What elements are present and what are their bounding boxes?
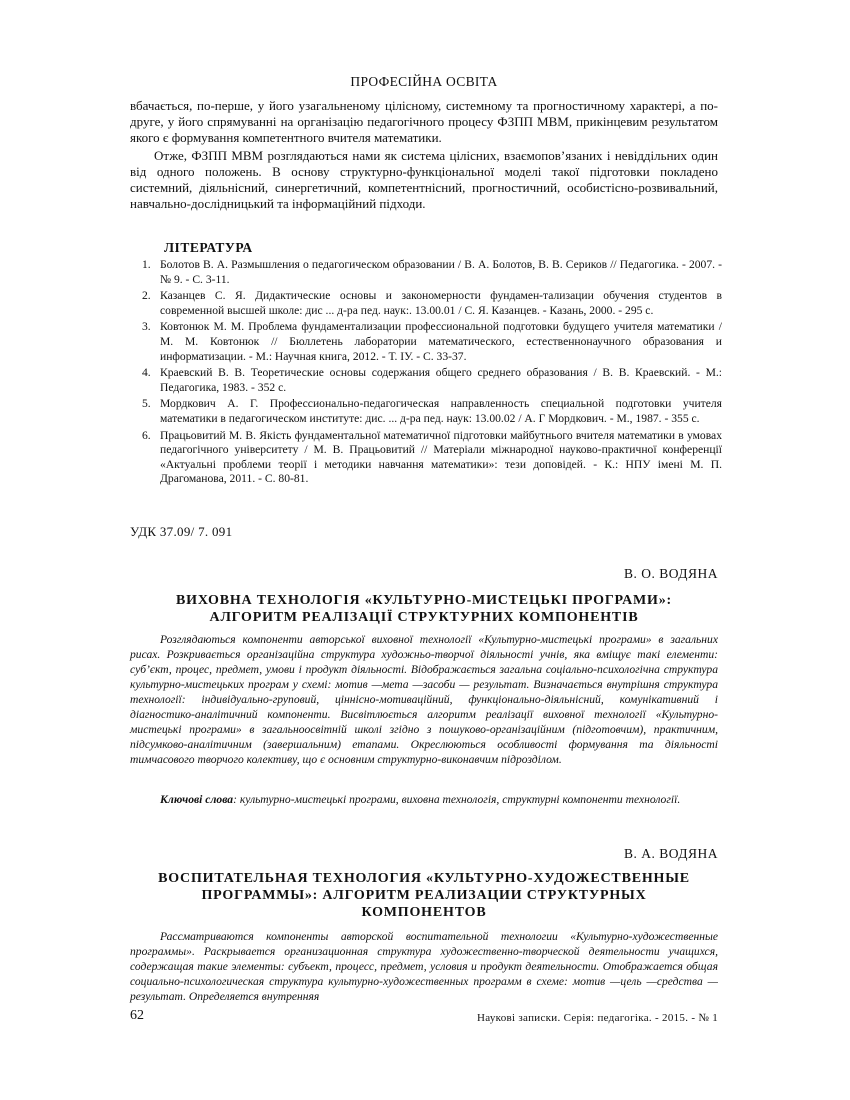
title-line: ВОСПИТАТЕЛЬНАЯ ТЕХНОЛОГИЯ «КУЛЬТУРНО-ХУДОЖЕСТВЕННЫЕ [158, 871, 690, 886]
reference-item [142, 320, 722, 364]
reference-item [142, 366, 722, 395]
reference-text: Мордкович А. Г. Профессионально-педагогическая направленность специальной подготовки учителя математики в педагогическом институте: дис. ... д-ра пед. наук: 13.00.02 / А. Г Мордкович. - М., 1987. - 355 с. [160, 397, 722, 425]
udk-code: УДК 37.09/ 7. 091 [130, 524, 233, 539]
reference-item [142, 429, 722, 487]
paragraph: Отже, ФЗПП МВМ розглядаються нами як система цілісних, взаємопов’язаних і невіддільних один від одного положень. В основу структурно-функціональної моделі такої підготовки покладено системний, діяльнісний, синергетичний, компетентнісний, прогностичний, особистісно-розвивальний, навчально-дослідницький та інформаційний підходи. [130, 147, 718, 212]
reference-number: 3. [142, 320, 151, 334]
top-text [130, 98, 718, 212]
reference-item [142, 397, 722, 426]
journal-footer: Наукові записки. Серія: педагогіка. - 2015. - № 1 [476, 1012, 718, 1024]
literature-heading: ЛІТЕРАТУРА [164, 240, 253, 255]
reference-number: 6. [142, 428, 151, 442]
reference-item [142, 258, 722, 287]
reference-number: 2. [142, 289, 151, 303]
reference-text: Краевский В. В. Теоретические основы содержания общего среднего образования / В. В. Краевский. - М.: Педагогика, 1983. - 352 с. [160, 366, 722, 394]
article-title-ua [130, 592, 718, 626]
title-line: КОМПОНЕНТОВ [361, 905, 487, 920]
author-ua: В. О. ВОДЯНА [623, 566, 718, 581]
reference-text: Болотов В. А. Размышления о педагогическом образовании / В. А. Болотов, В. В. Сериков // Педагогика. - 2007. - № 9. - С. 3-11. [160, 258, 722, 286]
title-line: ПРОГРАММЫ»: АЛГОРИТМ РЕАЛИЗАЦИИ СТРУКТУРНЫХ [201, 888, 647, 903]
reference-item [142, 289, 722, 318]
page-number: 62 [130, 1008, 144, 1023]
reference-list [142, 258, 722, 489]
keywords-label: Ключові слова [160, 793, 234, 806]
article-title-ru [130, 870, 718, 921]
title-line: АЛГОРИТМ РЕАЛІЗАЦІЇ СТРУКТУРНИХ КОМПОНЕНТІВ [209, 610, 639, 625]
abstract-ua: Розглядаються компоненти авторської виховної технології «Культурно-мистецькі програми» в загальних рисах. Розкривається організаційна структура художньо-творчої діяльності учнів, яка вміщує такі елементи: суб’єкт, процес, предмет, умови і продукт діяльності. Відображається загальна соціально-психологічна структура культурно-мистецьких програм у схемі: мотив —мета —засоби — результат. Визначається внутрішня структура технології: індивідуально-груповий, ціннісно-мотиваційний, функціонально-діяльнісний, комунікативний і діагностико-аналітичний компоненти. Висвітлюється алгоритм реалізації виховної технології «Культурно-мистецькі програми» в загальноосвітній школі згідно з пошуково-організаційним (підготовчим), практичним, підсумково-аналітичним (завершальним) етапами. Окреслюються особливості формування та діяльності тимчасового творчого колективу, що є основним структурно-виконавчим підрозділом. [130, 633, 718, 766]
abstract-ru: Рассматриваются компоненты авторской воспитательной технологии «Культурно-художественные программы». Раскрывается организационная структура художественно-творческой деятельности учащихся, содержащая такие элементы: субъект, процесс, предмет, условия и продукт деятельности. Отображается общая социально-психологическая структура культурно-художественных программ в схеме: мотив —цель —средства —результат. Определяется внутренняя [130, 930, 718, 1003]
title-line: ВИХОВНА ТЕХНОЛОГІЯ «КУЛЬТУРНО-МИСТЕЦЬКІ ПРОГРАМИ»: [176, 593, 672, 608]
reference-text: Працьовитий М. В. Якість фундаментальної математичної підготовки майбутнього вчителя математики в умовах педагогічного університету / М. В. Працьовитий // Матеріали міжнародної науково-практичної конференції «Актуальні проблеми теорії і методики навчання математики»: тези доповідей. - К.: НПУ імені М. П. Драгоманова, 2011. - С. 80-81. [160, 428, 722, 486]
reference-number: 5. [142, 397, 151, 411]
paragraph: вбачається, по-перше, у його узагальненому цілісному, системному та прогностичному характері, а по-друге, у його спрямуванні на організацію педагогічного процесу ФЗПП МВМ, прикінцевим результатом якого є формування компетентного вчителя математики. [130, 98, 718, 146]
reference-number: 1. [142, 258, 151, 271]
running-title: ПРОФЕСІЙНА ОСВІТА [350, 74, 498, 89]
reference-text: Ковтонюк М. М. Проблема фундаментализации профессиональной подготовки будущего учителя математики / М. М. Ковтонюк // Бюллетень лаборатории математического, естественнонаучного образования и информатизации. - М.: Научная книга, 2012. - Т. ІУ. - С. 33-37. [160, 320, 722, 363]
keywords-ua [130, 792, 718, 807]
author-ru: В. А. ВОДЯНА [623, 846, 718, 861]
keywords-text: : культурно-мистецькі програми, виховна технологія, структурні компоненти технології. [233, 793, 681, 806]
reference-number: 4. [142, 366, 151, 380]
reference-text: Казанцев С. Я. Дидактические основы и закономерности фундамен-тализации обучения студентов в современной высшей школе: дис ... д-ра пед. наук:. 13.00.01 / С. Я. Казанцев. - Казань, 2000. - 295 с. [160, 289, 722, 317]
